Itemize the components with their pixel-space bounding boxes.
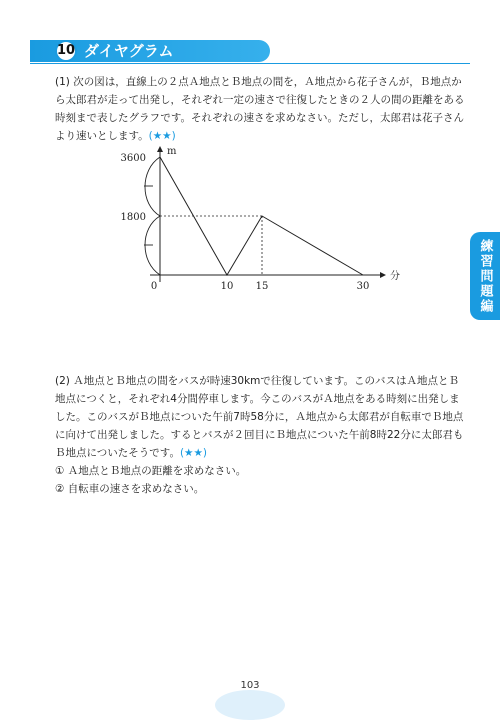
y-axis-arrow — [157, 146, 163, 152]
y-brace-upper — [145, 157, 160, 216]
x-tick-30: 30 — [356, 281, 370, 292]
problem-1 — [55, 73, 465, 145]
problem-2-number: (2) — [55, 375, 70, 387]
section-number-badge: 10 — [55, 40, 77, 62]
problem-1-text: 次の図は，直線上の２点Ａ地点とＢ地点の間を，Ａ地点から花子さんが，Ｂ地点から太郎君が走って出発し，それぞれ一定の速さで往復したときの２人の間の距離をある時刻まで表したグラフです。それぞれの速さを求めなさい。ただし，太郎君は花子さんより速いとします。 — [55, 76, 465, 142]
problem-2 — [55, 372, 465, 498]
header-underline — [30, 63, 470, 64]
x-axis-arrow — [380, 272, 386, 278]
y-tick-1800: 1800 — [120, 212, 146, 223]
x-tick-10: 10 — [220, 281, 234, 292]
x-tick-15: 15 — [255, 281, 269, 292]
page-number: 103 — [240, 680, 260, 691]
problem-1-stars: (★★) — [148, 130, 176, 142]
y-brace-lower — [145, 216, 160, 275]
problem-2-stars: (★★) — [179, 447, 207, 459]
distance-time-graph — [110, 140, 400, 300]
problem-2-sub-2: ② 自転車の速さを求めなさい。 — [55, 483, 205, 495]
problem-1-number: (1) — [55, 76, 70, 88]
section-title: ダイヤグラム — [84, 42, 174, 60]
y-tick-3600: 3600 — [120, 153, 146, 164]
x-unit-label: 分 — [390, 271, 400, 282]
page-number-bubble — [215, 690, 285, 720]
side-tab: 練習問題編 — [470, 232, 500, 320]
distance-line — [160, 157, 363, 275]
problem-2-text: Ａ地点とＢ地点の間をバスが時速30kmで往復しています。このバスはＡ地点とＢ地点につくと，それぞれ4分間停車します。今このバスがＡ地点をある時刻に出発しました。このバスがＢ地点についた午前7時58分に，Ａ地点から太郎君が自転車でＢ地点に向けて出発しました。するとバスが２回目にＢ地点についた午前8時22分に太郎君もＢ地点についたそうです。 — [55, 375, 464, 459]
origin-label: 0 — [150, 281, 158, 292]
y-unit-label: m — [167, 146, 177, 157]
problem-2-sub-1: ① Ａ地点とＢ地点の距離を求めなさい。 — [55, 465, 247, 477]
